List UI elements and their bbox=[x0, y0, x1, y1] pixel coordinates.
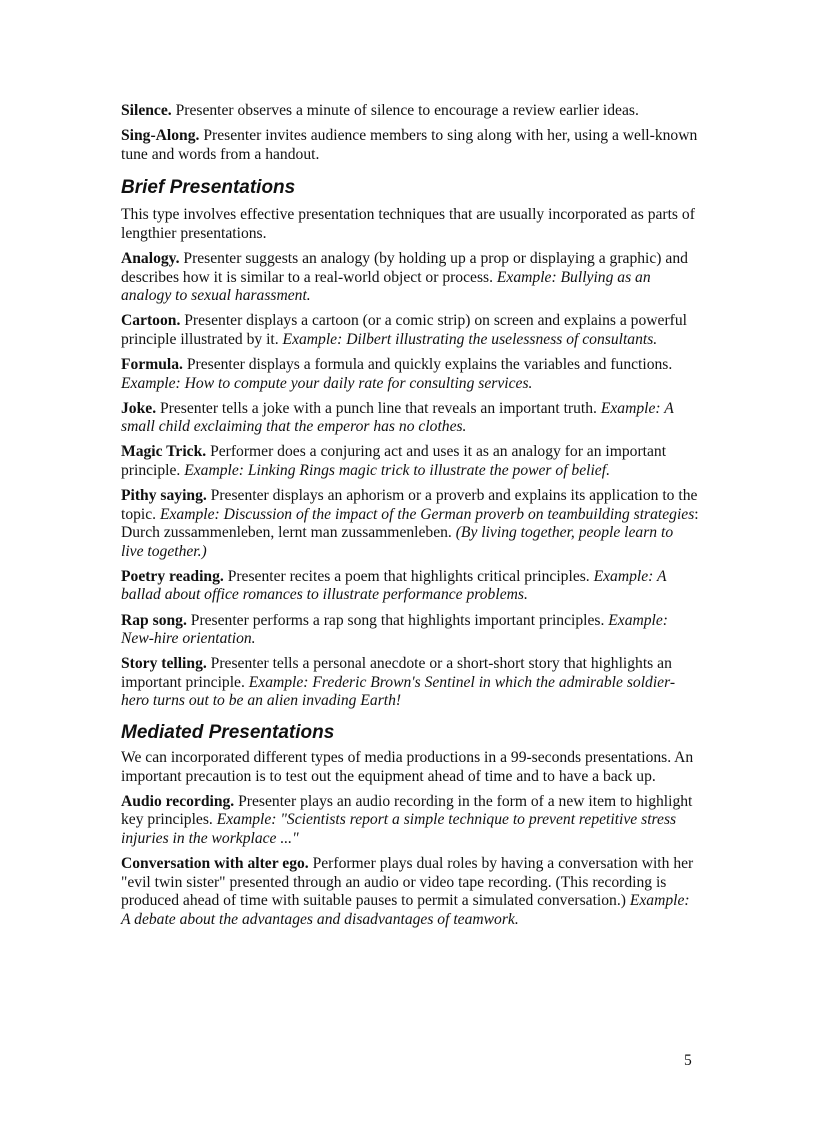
entry-description: Presenter observes a minute of silence to encourage a review earlier ideas. bbox=[171, 102, 639, 119]
entry-analogy bbox=[121, 250, 699, 306]
entry-term: Rap song. bbox=[121, 611, 187, 629]
entry-description: Presenter displays a formula and quickly explains the variables and functions. bbox=[182, 355, 673, 373]
entry-example: Example: How to compute your daily rate for consulting services. bbox=[121, 374, 533, 392]
entry-pithy-saying bbox=[121, 487, 699, 561]
entry-term: Cartoon. bbox=[121, 312, 181, 330]
entry-example: Example: A debate about the advantages and disadvantages of teamwork. bbox=[121, 892, 690, 928]
entry-description: Presenter plays an audio recording in the form of a new item to highlight key principles. bbox=[121, 792, 693, 829]
entry-term: Conversation with alter ego. bbox=[121, 855, 309, 872]
entry-example: Example: A small child exclaiming that the emperor has no clothes. bbox=[121, 399, 674, 436]
entry-example: Example: Discussion of the impact of the German proverb on teambuilding strategies bbox=[159, 505, 695, 523]
entry-term: Analogy. bbox=[121, 249, 180, 267]
entry-term: Joke. bbox=[121, 399, 157, 417]
document-page bbox=[121, 102, 699, 936]
entry-cartoon bbox=[121, 312, 699, 349]
entry-joke bbox=[121, 400, 699, 437]
entry-rap-song bbox=[121, 612, 699, 649]
section-intro-brief: This type involves effective presentation techniques that are usually incorporated as parts of lengthier presentations. bbox=[121, 206, 695, 242]
entry-example: Example: Bullying as an analogy to sexual harassment. bbox=[121, 268, 651, 305]
entry-story-telling bbox=[121, 655, 699, 711]
entry-description: Presenter invites audience members to sing along with her, using a well-known tune and words from a handout. bbox=[121, 127, 698, 163]
entry-translation: (By living together, people learn to live together.) bbox=[121, 524, 674, 560]
section-heading-brief-presentations: Brief Presentations bbox=[121, 177, 296, 199]
entry-sing-along bbox=[121, 127, 699, 164]
entry-proverb: Durch zussammenleben, lernt man zussammenleben. bbox=[121, 524, 456, 542]
entry-description: Presenter displays a cartoon (or a comic strip) on screen and explains a powerful principle illustrated by it. bbox=[121, 312, 687, 348]
entry-term: Formula. bbox=[121, 355, 183, 373]
entry-example: Example: Dilbert illustrating the uselessness of consultants. bbox=[282, 330, 658, 348]
entry-example: Example: New-hire orientation. bbox=[121, 611, 668, 648]
entry-example: Example: A ballad about office romances to illustrate performance problems. bbox=[121, 567, 667, 604]
entry-description: Presenter suggests an analogy (by holding up a prop or displaying a graphic) and describes how it is similar to a real-world object or process. bbox=[121, 249, 688, 286]
section-intro-mediated: We can incorporated different types of media productions in a 99-seconds presentations. An important precaution is to test out the equipment ahead of time and to have a back up. bbox=[121, 749, 694, 785]
entry-example: Example: Frederic Brown's Sentinel in which the admirable soldier-hero turns out to be an alien invading Earth! bbox=[121, 673, 676, 710]
entry-term: Sing-Along. bbox=[121, 127, 200, 145]
entry-description: Presenter tells a joke with a punch line that reveals an important truth. bbox=[156, 399, 601, 417]
entry-formula bbox=[121, 356, 699, 393]
entry-description: Presenter tells a personal anecdote or a short-short story that highlights an important principle. bbox=[121, 655, 672, 691]
entry-term: Poetry reading. bbox=[121, 567, 224, 585]
page-number: 5 bbox=[684, 1052, 692, 1069]
entry-magic-trick bbox=[121, 443, 699, 480]
entry-example: Example: "Scientists report a simple technique to prevent repetitive stress injuries in the workplace ..." bbox=[121, 811, 677, 847]
entry-conversation-with-alter-ego bbox=[121, 855, 699, 929]
entry-term: Silence. bbox=[121, 102, 172, 119]
entry-description: Presenter recites a poem that highlights critical principles. bbox=[223, 567, 594, 585]
entry-description: Performer plays dual roles by having a conversation with her "evil twin sister" presented through an audio or video tape recording. (This recording is produced ahead of time with suitable pauses to permit a simulated conversation.) bbox=[121, 855, 694, 910]
entry-term: Magic Trick. bbox=[121, 443, 207, 461]
entry-poetry-reading bbox=[121, 568, 699, 605]
section-heading-mediated-presentations: Mediated Presentations bbox=[121, 722, 335, 744]
entry-description: Presenter displays an aphorism or a proverb and explains its application to the topic. bbox=[121, 487, 698, 523]
entry-term: Story telling. bbox=[121, 655, 207, 673]
entry-description: Performer does a conjuring act and uses it as an analogy for an important principle. bbox=[121, 443, 667, 479]
entry-example: Example: Linking Rings magic trick to illustrate the power of belief. bbox=[184, 461, 610, 479]
entry-term: Audio recording. bbox=[121, 792, 235, 810]
entry-colon: : bbox=[694, 505, 699, 523]
entry-term: Pithy saying. bbox=[121, 487, 207, 504]
entry-silence bbox=[121, 102, 699, 121]
entry-description: Presenter performs a rap song that highlights important principles. bbox=[186, 611, 609, 629]
entry-audio-recording bbox=[121, 793, 699, 849]
